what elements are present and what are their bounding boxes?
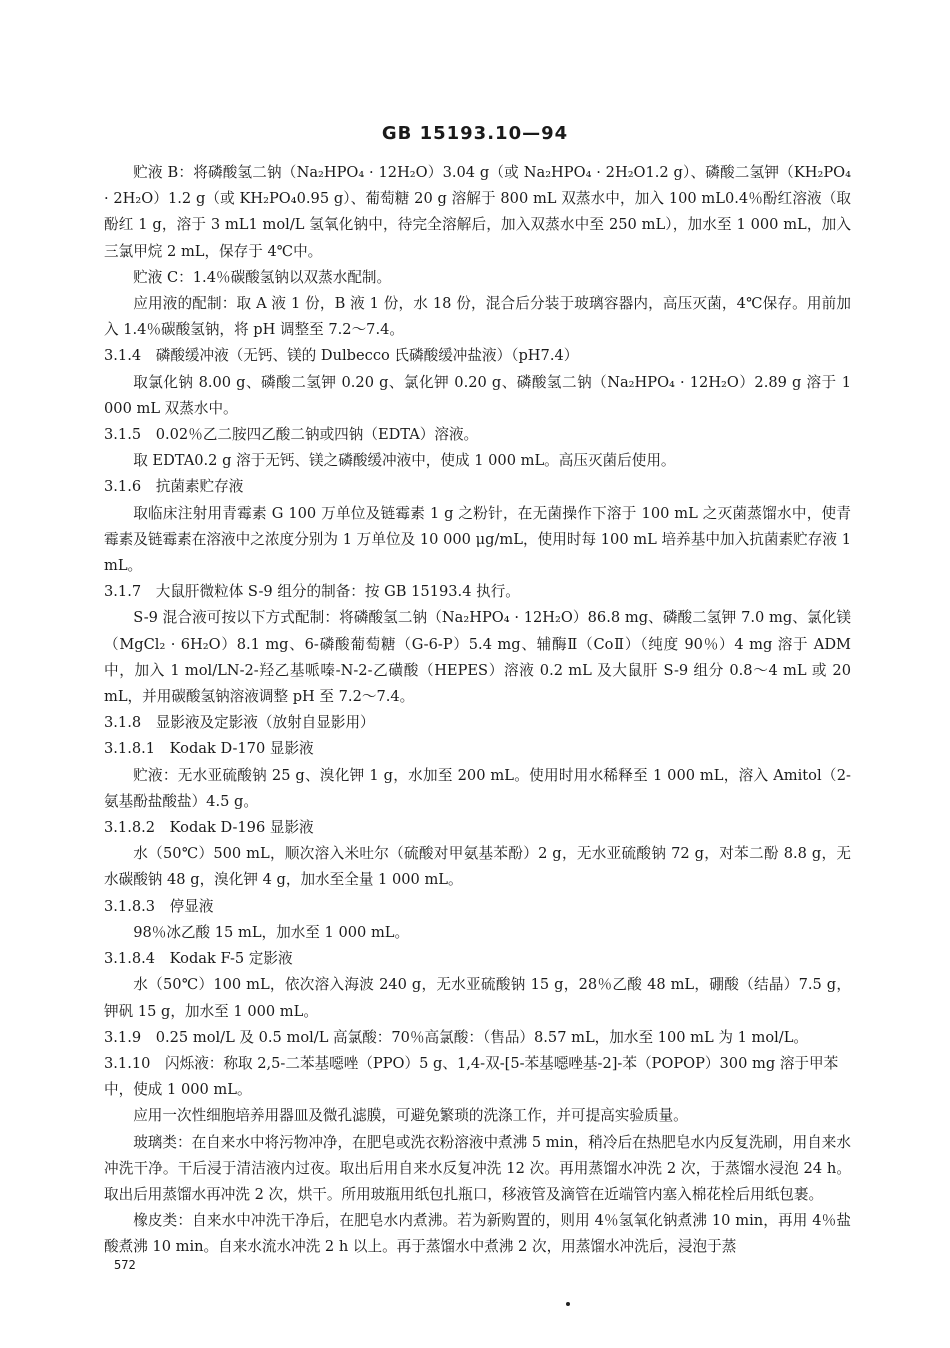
paragraph: 取 EDTA0.2 g 溶于无钙、镁之磷酸缓冲液中，使成 1 000 mL。高压灭菌后使用。	[133, 452, 676, 470]
section-heading: 3.1.8.4 Kodak F-5 定影液	[104, 950, 293, 968]
paragraph: 贮液：无水亚硫酸钠 25 g、溴化钾 1 g，水加至 200 mL。使用时用水稀释至 1 000 mL，溶入 Amitol（2-氨基酚盐酸盐）4.5 g。	[104, 766, 851, 810]
section-heading: 3.1.8.2 Kodak D-196 显影液	[104, 819, 314, 837]
section-heading: 3.1.8.1 Kodak D-170 显影液	[104, 740, 314, 758]
paragraph: 玻璃类：在自来水中将污物冲净，在肥皂或洗衣粉溶液中煮沸 5 min，稍冷后在热肥皂水内反复洗刷，用自来水冲洗干净。干后浸于清洁液内过夜。取出后用自来水反复冲洗 12 次。再用蒸馏水冲洗 2 次，于蒸馏水浸泡 24 h。取出后用蒸馏水再冲洗 2 次，烘干。所用玻瓶用纸包扎瓶口，移液管及滴管在近端管内塞入棉花栓后用纸包裹。	[104, 1133, 851, 1203]
section-heading: 3.1.6 抗菌素贮存液	[104, 478, 244, 496]
body-text	[104, 160, 851, 1261]
paragraph: 水（50℃）100 mL，依次溶入海波 240 g，无水亚硫酸钠 15 g，28％乙酸 48 mL，硼酸（结晶）7.5 g，钾矾 15 g，加水至 1 000 mL。	[104, 976, 851, 1020]
section-heading: 3.1.7 大鼠肝微粒体 S-9 组分的制备：按 GB 15193.4 执行。	[104, 583, 520, 601]
scan-speck	[566, 1302, 570, 1306]
paragraph: 取氯化钠 8.00 g、磷酸二氢钾 0.20 g、氯化钾 0.20 g、磷酸氢二钠（Na₂HPO₄ · 12H₂O）2.89 g 溶于 1 000 mL 双蒸水中。	[104, 373, 851, 417]
paragraph: 应用液的配制：取 A 液 1 份，B 液 1 份，水 18 份，混合后分装于玻璃容器内，高压灭菌，4℃保存。用前加入 1.4％碳酸氢钠，将 pH 调整至 7.2～7.4。	[104, 295, 851, 339]
paragraph: 贮液 C：1.4％碳酸氢钠以双蒸水配制。	[133, 268, 392, 286]
paragraph: 应用一次性细胞培养用器皿及微孔滤膜，可避免繁琐的洗涤工作，并可提高实验质量。	[133, 1107, 688, 1125]
paragraph: 98％冰乙酸 15 mL，加水至 1 000 mL。	[133, 923, 410, 941]
section-heading: 3.1.8.3 停显液	[104, 897, 214, 915]
section-heading: 3.1.8 显影液及定影液（放射自显影用）	[104, 714, 375, 732]
section-heading: 3.1.5 0.02％乙二胺四乙酸二钠或四钠（EDTA）溶液。	[104, 426, 479, 444]
page-number: 572	[114, 1258, 136, 1272]
paragraph: 橡皮类：自来水中冲洗干净后，在肥皂水内煮沸。若为新购置的，则用 4％氢氧化钠煮沸 10 min，再用 4％盐酸煮沸 10 min。自来水流水冲洗 2 h 以上。再于蒸馏水中煮沸 2 次，用蒸馏水冲洗后，浸泡于蒸	[104, 1212, 851, 1256]
page-header: GB 15193.10—94	[381, 123, 569, 144]
paragraph: S-9 混合液可按以下方式配制：将磷酸氢二钠（Na₂HPO₄ · 12H₂O）86.8 mg、磷酸二氢钾 7.0 mg、氯化镁（MgCl₂ · 6H₂O）8.1 mg、6-磷酸葡萄糖（G-6-P）5.4 mg、辅酶Ⅱ（CoⅡ）（纯度 90％）4 mg 溶于 ADM 中，加入 1 mol/LN-2-羟乙基哌嗪-N-2-乙磺酸（HEPES）溶液 0.2 mL 及大鼠肝 S-9 组分 0.8～4 mL 或 20 mL，并用碳酸氢钠溶液调整 pH 至 7.2～7.4。	[104, 609, 851, 706]
paragraph: 贮液 B：将磷酸氢二钠（Na₂HPO₄ · 12H₂O）3.04 g（或 Na₂HPO₄ · 2H₂O1.2 g）、磷酸二氢钾（KH₂PO₄ · 2H₂O）1.2 g（或 KH₂PO₄0.95 g）、葡萄糖 20 g 溶解于 800 mL 双蒸水中，加入 100 mL0.4％酚红溶液（取酚红 1 g，溶于 3 mL1 mol/L 氢氧化钠中，待完全溶解后，加入双蒸水中至 250 mL），加水至 1 000 mL，加入三氯甲烷 2 mL，保存于 4℃中。	[104, 164, 851, 260]
paragraph: 水（50℃）500 mL，顺次溶入米吐尔（硫酸对甲氨基苯酚）2 g，无水亚硫酸钠 72 g，对苯二酚 8.8 g，无水碳酸钠 48 g，溴化钾 4 g，加水至全量 1 000 mL。	[104, 845, 851, 889]
section-heading: 3.1.10 闪烁液：称取 2,5-二苯基噁唑（PPO）5 g、1,4-双-[5-苯基噁唑基-2]-苯（POPOP）300 mg 溶于甲苯中，使成 1 000 mL。	[104, 1054, 839, 1099]
section-heading: 3.1.4 磷酸缓冲液（无钙、镁的 Dulbecco 氏磷酸缓冲盐液）（pH7.4）	[104, 347, 579, 365]
paragraph: 取临床注射用青霉素 G 100 万单位及链霉素 1 g 之粉针，在无菌操作下溶于 100 mL 之灭菌蒸馏水中，使青霉素及链霉素在溶液中之浓度分别为 1 万单位及 10 000 μg/mL，使用时每 100 mL 培养基中加入抗菌素贮存液 1 mL。	[104, 504, 851, 575]
section-heading: 3.1.9 0.25 mol/L 及 0.5 mol/L 高氯酸：70％高氯酸：（售品）8.57 mL，加水至 100 mL 为 1 mol/L。	[104, 1028, 808, 1046]
